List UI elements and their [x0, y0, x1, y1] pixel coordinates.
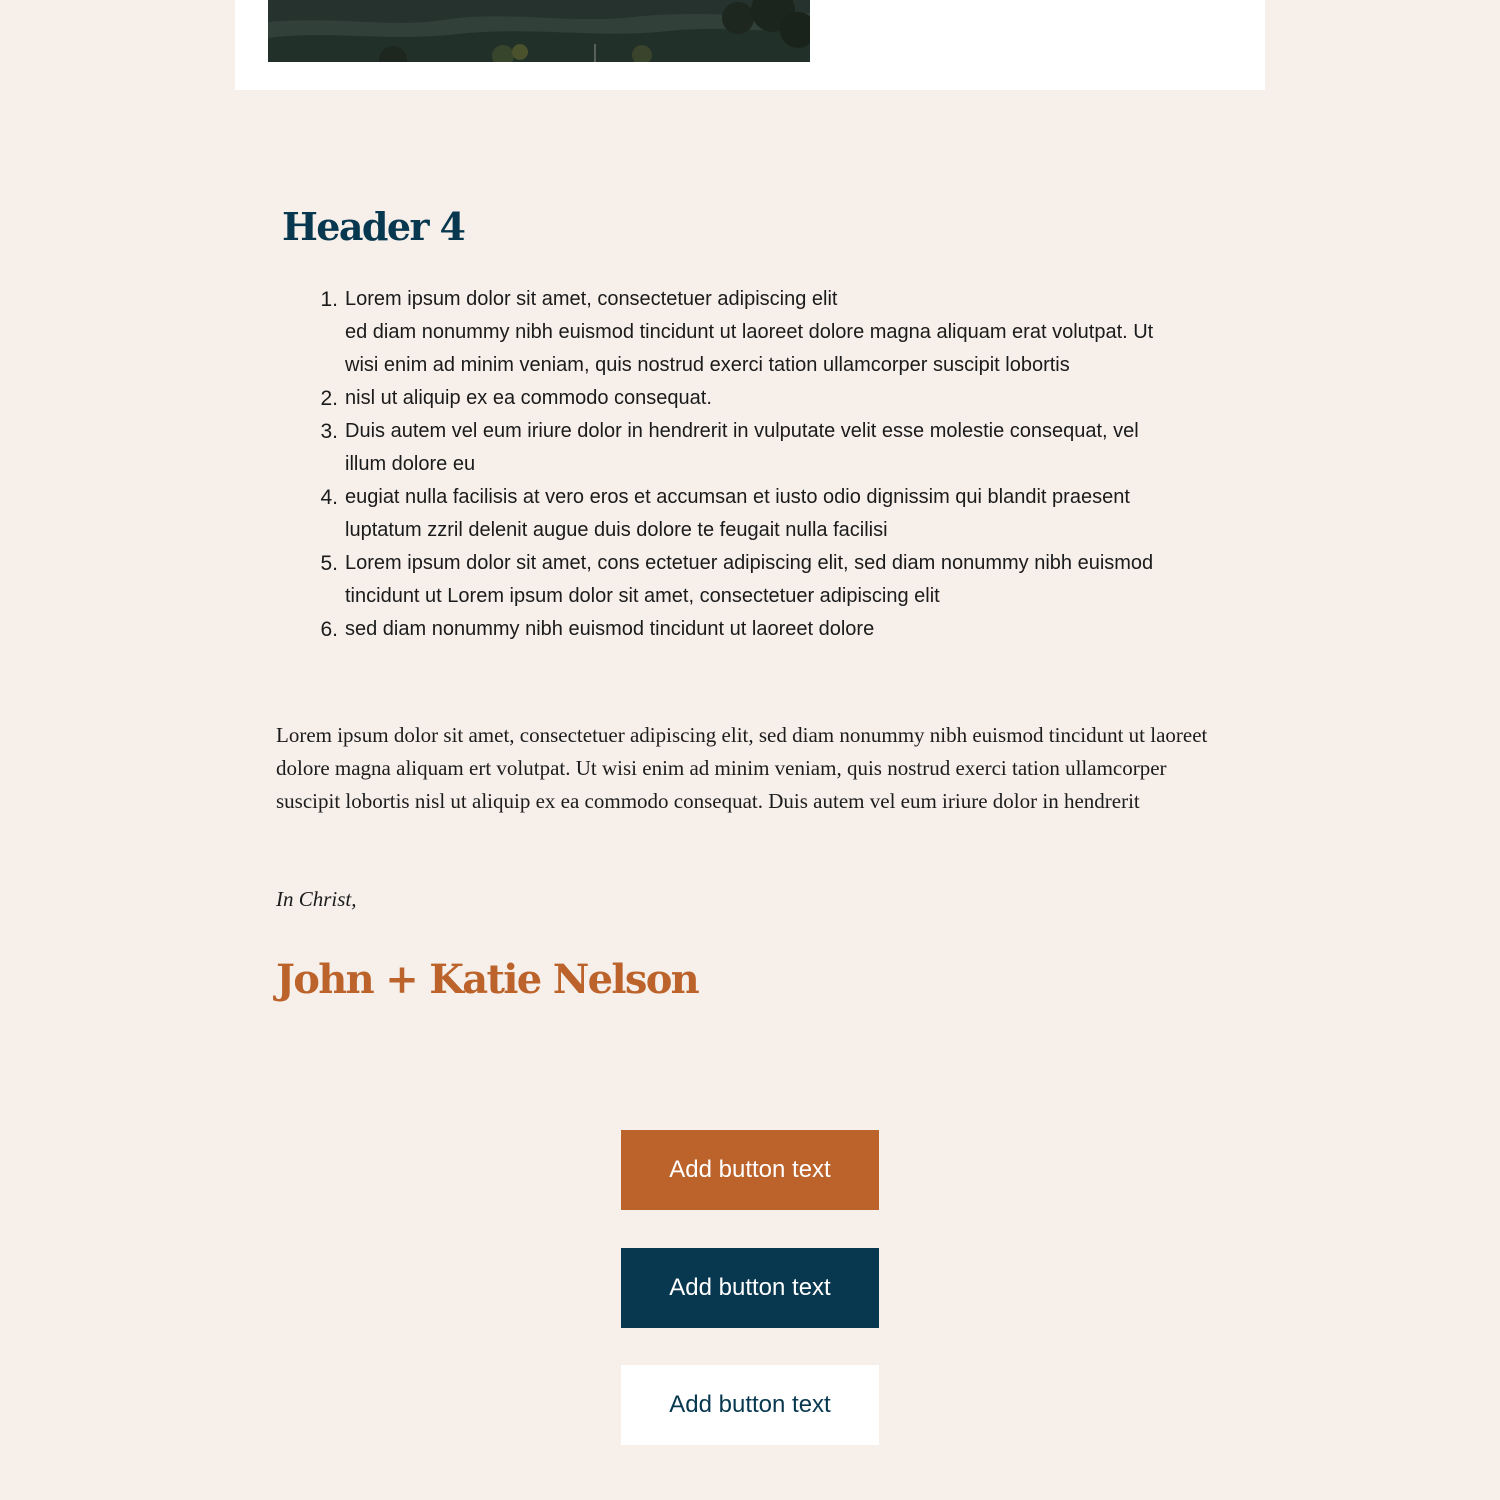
numbered-list	[314, 283, 1174, 646]
tertiary-cta-button[interactable]: Add button text	[621, 1365, 879, 1445]
list-item-number: 2.	[320, 387, 338, 410]
section-heading: Header 4	[282, 204, 465, 249]
list-item-text: Duis autem vel eum iriure dolor in hendrerit in vulputate velit esse molestie consequat, vel illum dolore eu	[345, 420, 1139, 475]
list-item	[314, 283, 1174, 382]
landscape-photo	[268, 0, 810, 62]
top-image-card	[235, 0, 1265, 90]
list-item-text: Lorem ipsum dolor sit amet, consectetuer adipiscing elit ed diam nonummy nibh euismod tincidunt ut laoreet dolore magna aliquam erat volutpat. Ut wisi enim ad minim veniam, quis nostrud exerci tation ullamcorper suscipit lobortis	[345, 288, 1154, 376]
closing-text: In Christ,	[276, 887, 357, 911]
list-item-text: Lorem ipsum dolor sit amet, cons ectetuer adipiscing elit, sed diam nonummy nibh euismod tincidunt ut Lorem ipsum dolor sit amet, consectetuer adipiscing elit	[345, 552, 1154, 607]
list-item-number: 5.	[320, 552, 338, 575]
list-item	[314, 547, 1174, 613]
list-item	[314, 382, 1174, 415]
list-item	[314, 613, 1174, 646]
signature: John + Katie Nelson	[276, 956, 699, 1003]
list-item-text: eugiat nulla facilisis at vero eros et accumsan et iusto odio dignissim qui blandit praesent luptatum zzril delenit augue duis dolore te feugait nulla facilisi	[345, 486, 1130, 541]
list-item-text: nisl ut aliquip ex ea commodo consequat.	[345, 387, 712, 409]
hero-image	[268, 0, 810, 62]
list-item-number: 1.	[320, 288, 338, 311]
list-item-number: 3.	[320, 420, 338, 443]
body-paragraph: Lorem ipsum dolor sit amet, consectetuer adipiscing elit, sed diam nonummy nibh euismod tincidunt ut laoreet dolore magna aliquam ert volutpat. Ut wisi enim ad minim veniam, quis nostrud exerci tation ullamcorper suscipit lobortis nisl ut aliquip ex ea commodo consequat. Duis autem vel eum iriure dolor in hendrerit	[276, 723, 1208, 813]
secondary-cta-button[interactable]: Add button text	[621, 1248, 879, 1328]
primary-cta-button[interactable]: Add button text	[621, 1130, 879, 1210]
list-item-number: 6.	[320, 618, 338, 641]
list-item	[314, 481, 1174, 547]
list-item-number: 4.	[320, 486, 338, 509]
list-item-text: sed diam nonummy nibh euismod tincidunt ut laoreet dolore	[345, 618, 875, 640]
list-item	[314, 415, 1174, 481]
